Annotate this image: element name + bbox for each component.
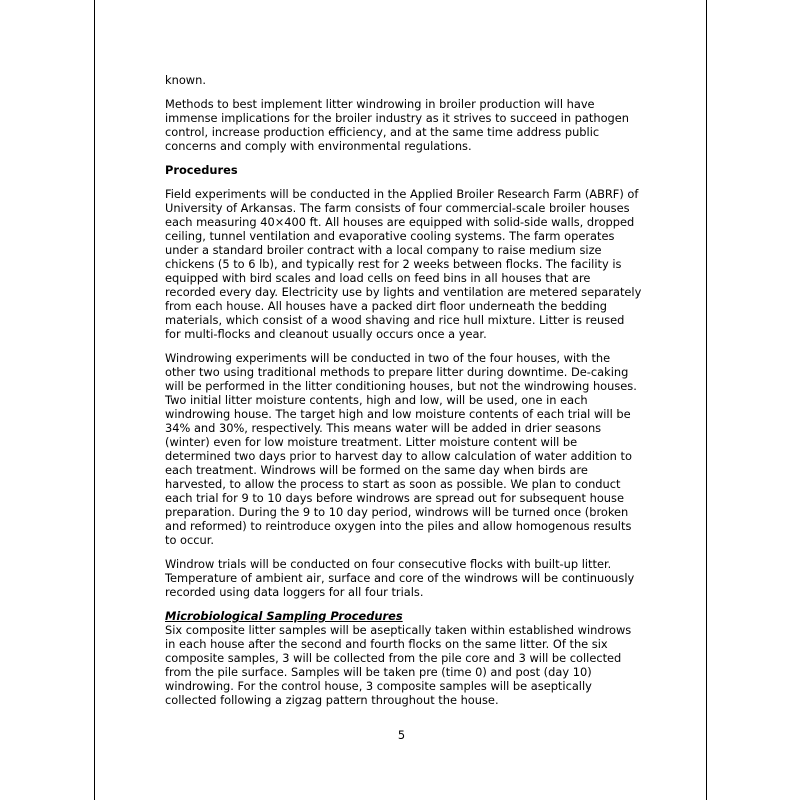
paragraph-field-experiments: Field experiments will be conducted in the Applied Broiler Research Farm (ABRF) of University of Arkansas. The farm consists of four commercial-scale broiler houses each measuring 40×400 ft. All houses are equipped with solid-side walls, dropped ceiling, tunnel ventilation and evaporative cooling systems. The farm operates under a standard broiler contract with a local company to raise medium size chickens (5 to 6 lb), and typically rest for 2 weeks between flocks. The facility is equipped with bird scales and load cells on feed bins in all houses that are recorded every day. Electricity use by lights and ventilation are metered separately from each house. All houses have a packed dirt floor underneath the bedding materials, which consist of a wood shaving and rice hull mixture. Litter is reused for multi-flocks and cleanout usually occurs once a year. — [165, 187, 642, 341]
paragraph-continuation: known. — [165, 73, 206, 87]
page-body — [165, 73, 643, 717]
paragraph-methods-implications: Methods to best implement litter windrowing in broiler production will have immense implications for the broiler industry as it strives to succeed in pathogen control, increase production efficiency, and at the same time address public concerns and comply with environmental regulations. — [165, 97, 630, 153]
document-page — [94, 0, 707, 800]
procedures-heading: Procedures — [165, 163, 238, 177]
paragraph-windrowing-experiments: Windrowing experiments will be conducted in two of the four houses, with the other two using traditional methods to prepare litter during downtime. De-caking will be performed in the litter conditioning houses, but not the windrowing houses. Two initial litter moisture contents, high and low, will be used, one in each windrowing house. The target high and low moisture contents of each trial will be 34% and 30%, respectively. This means water will be added in drier seasons (winter) even for low moisture treatment. Litter moisture content will be determined two days prior to harvest day to allow calculation of water addition to each treatment. Windrows will be formed on the same day when birds are harvested, to allow the process to start as soon as possible. We plan to conduct each trial for 9 to 10 days before windrows are spread out for subsequent house preparation. During the 9 to 10 day period, windrows will be turned once (broken and reformed) to reintroduce oxygen into the piles and allow homogenous results to occur. — [165, 351, 637, 547]
paragraph-windrow-trials: Windrow trials will be conducted on four consecutive flocks with built-up litter. Temperature of ambient air, surface and core of the windrows will be continuously recorded using data loggers for all four trials. — [165, 557, 635, 599]
microbiological-sampling-heading: Microbiological Sampling Procedures — [165, 609, 403, 623]
page-number: 5 — [397, 728, 406, 742]
paragraph-composite-samples: Six composite litter samples will be aseptically taken within established windrows in each house after the second and fourth flocks on the same litter. Of the six composite samples, 3 will be collected from the pile core and 3 will be collected from the pile surface. Samples will be taken pre (time 0) and post (day 10) windrowing. For the control house, 3 composite samples will be aseptically collected following a zigzag pattern throughout the house. — [165, 623, 632, 707]
